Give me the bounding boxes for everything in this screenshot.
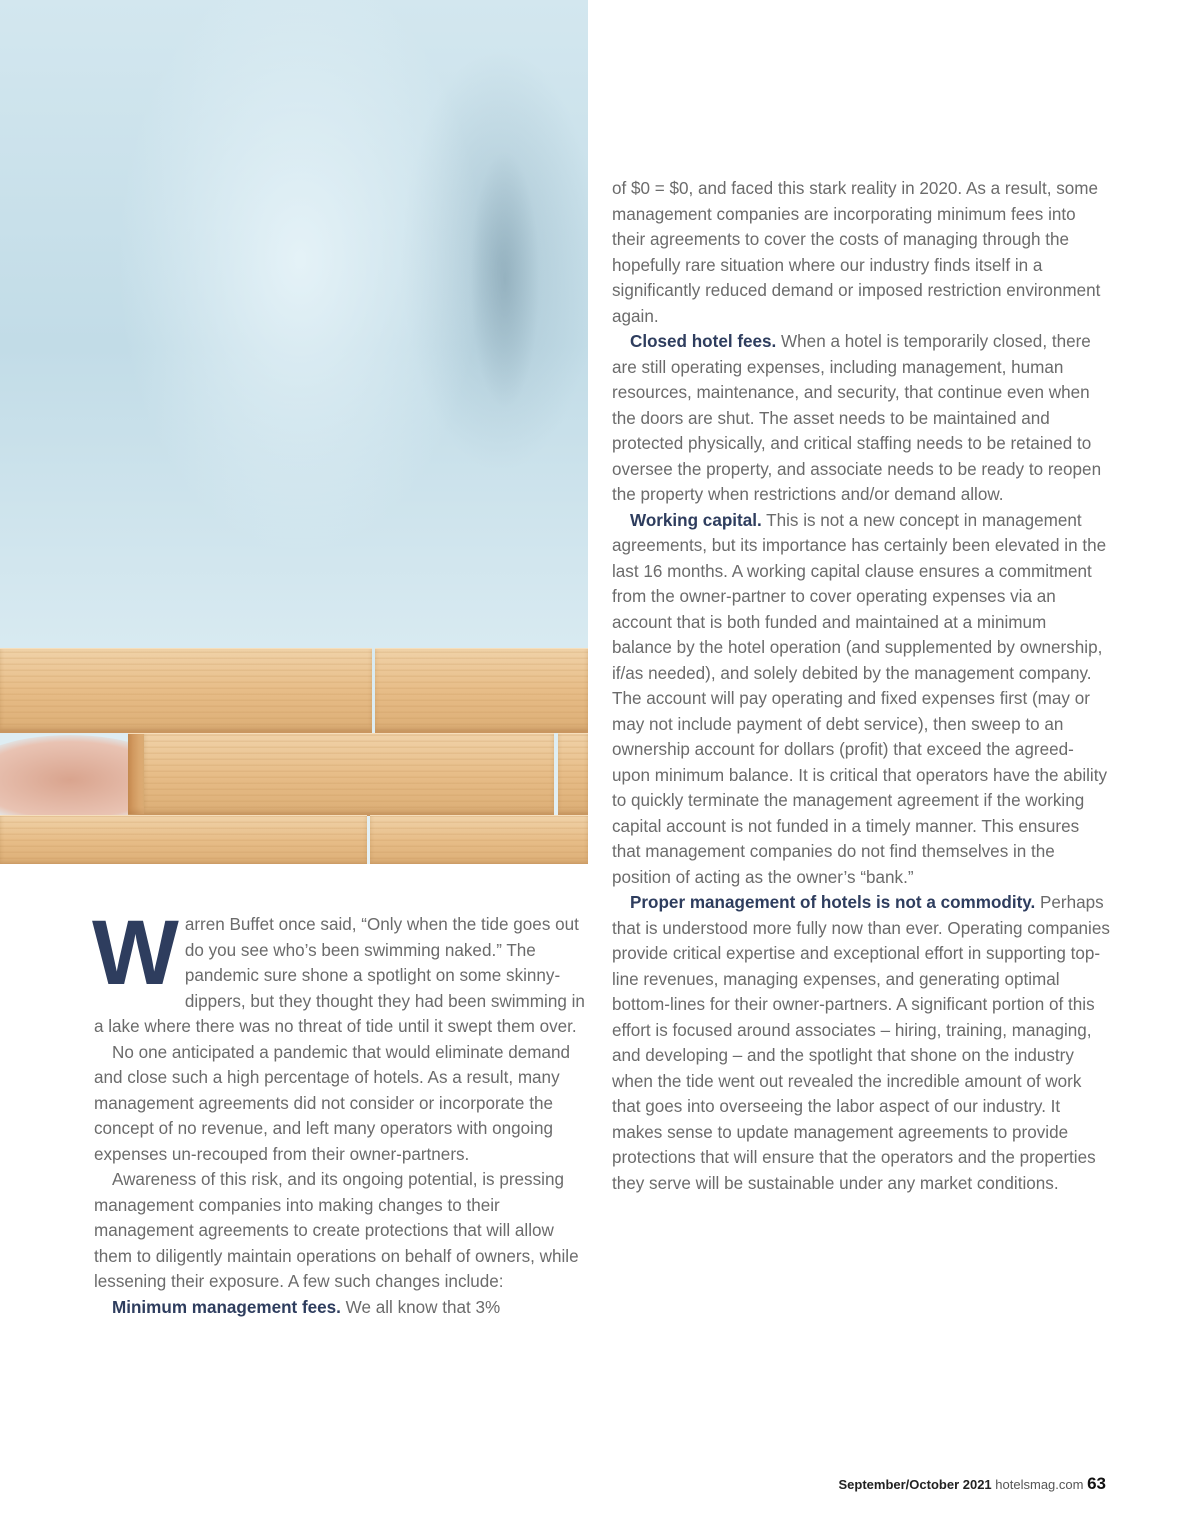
paragraph-text: arren Buffet once said, “Only when the tide goes out do you see who’s been swimming naked.” The pandemic sure shone a spotlight on some skinny-dippers, but they thought they had been swimming in a lake where there was no threat of tide until it swept them over. — [94, 915, 585, 1036]
article-paragraph-8 — [612, 890, 1110, 1196]
subhead-working-capital: Working capital. — [630, 510, 762, 530]
subhead-closed-hotel-fees: Closed hotel fees. — [630, 332, 777, 351]
wood-block-top-right — [375, 648, 588, 733]
wood-block-bottom-left — [0, 815, 367, 864]
wood-block-middle-end — [128, 733, 144, 816]
wood-block-top-left — [0, 648, 372, 733]
article-paragraph-5: of $0 = $0, and faced this stark reality in 2020. As a result, some management companies are incorporating minimum fees into their agreements to cover the costs of managing through the hopefully rare situation where our industry finds itself in a significantly reduced demand or imposed restriction environment again. — [612, 179, 1101, 326]
page-footer — [838, 1474, 1106, 1494]
article-paragraph-1 — [92, 902, 590, 1040]
paragraph-text: Perhaps that is understood more fully now than ever. Operating companies provide critical expertise and exceptional effort in supporting top-line revenues, managing expenses, and generating optimal bottom-lines for their owner-partners. A significant portion of this effort is focused around associates – hiring, training, managing, and developing – and the spotlight that shone on the industry when the tide went out revealed the incredible amount of work that goes into overseeing the labor aspect of our industry. It makes sense to update management agreements to provide protections that will ensure that the operators and the properties they serve will be sustainable under any market conditions. — [612, 893, 1110, 1193]
paragraph-text: When a hotel is temporarily closed, there are still operating expenses, including management, human resources, maintenance, and security, that continue even when the doors are shut. The asset needs to be maintained and protected physically, and critical staffing needs to be retained to oversee the property, and associate needs to be ready to reopen the property when restrictions and/or demand allow. — [612, 332, 1102, 504]
article-left-column — [92, 902, 590, 1320]
page-number: 63 — [1087, 1474, 1106, 1493]
subhead-minimum-fees: Minimum management fees. — [112, 1297, 341, 1317]
article-paragraph-6 — [612, 329, 1110, 508]
paragraph-text: We all know that 3% — [340, 1297, 501, 1317]
hero-photo — [0, 0, 588, 864]
wood-block-middle-right — [558, 733, 588, 816]
photo-shadow — [470, 150, 540, 410]
drop-cap: W — [92, 902, 179, 1004]
article-paragraph-7 — [612, 508, 1110, 891]
wood-block-bottom-right — [370, 815, 588, 864]
article-paragraph-3: Awareness of this risk, and its ongoing potential, is pressing management companies into making changes to their management agreements to create protections that will allow them to diligently maintain operations on behalf of owners, while lessening their exposure. A few such changes include: — [94, 1170, 579, 1291]
article-right-column — [612, 176, 1110, 1196]
article-paragraph-2: No one anticipated a pandemic that would eliminate demand and close such a high percentage of hotels. As a result, many management agreements did not consider or incorporate the concept of no revenue, and left many operators with ongoing expenses un-recouped from their owner-partners. — [94, 1042, 571, 1164]
issue-date: September/October 2021 — [838, 1477, 992, 1492]
article-paragraph-4 — [94, 1295, 590, 1321]
paragraph-text: This is not a new concept in management agreements, but its importance has certainly been elevated in the last 16 months. A working capital clause ensures a commitment from the owner-partner to cover operating expenses via an account that is both funded and maintained at a minimum balance by the hotel operation (and supplemented by ownership, if/as needed), and solely debited by the management company. The account will pay operating and fixed expenses first (may or may not include payment of debt service), then sweep to an ownership account for dollars (profit) that exceed the agreed-upon minimum balance. It is critical that operators have the ability to quickly terminate the management agreement if the working capital account is not funded in a timely manner. This ensures that management companies do not find themselves in the position of acting as the owner’s “bank.” — [612, 510, 1108, 887]
website-link[interactable]: hotelsmag.com — [995, 1477, 1084, 1492]
wood-block-middle — [144, 733, 554, 816]
subhead-proper-management: Proper management of hotels is not a commodity. — [630, 893, 1036, 912]
